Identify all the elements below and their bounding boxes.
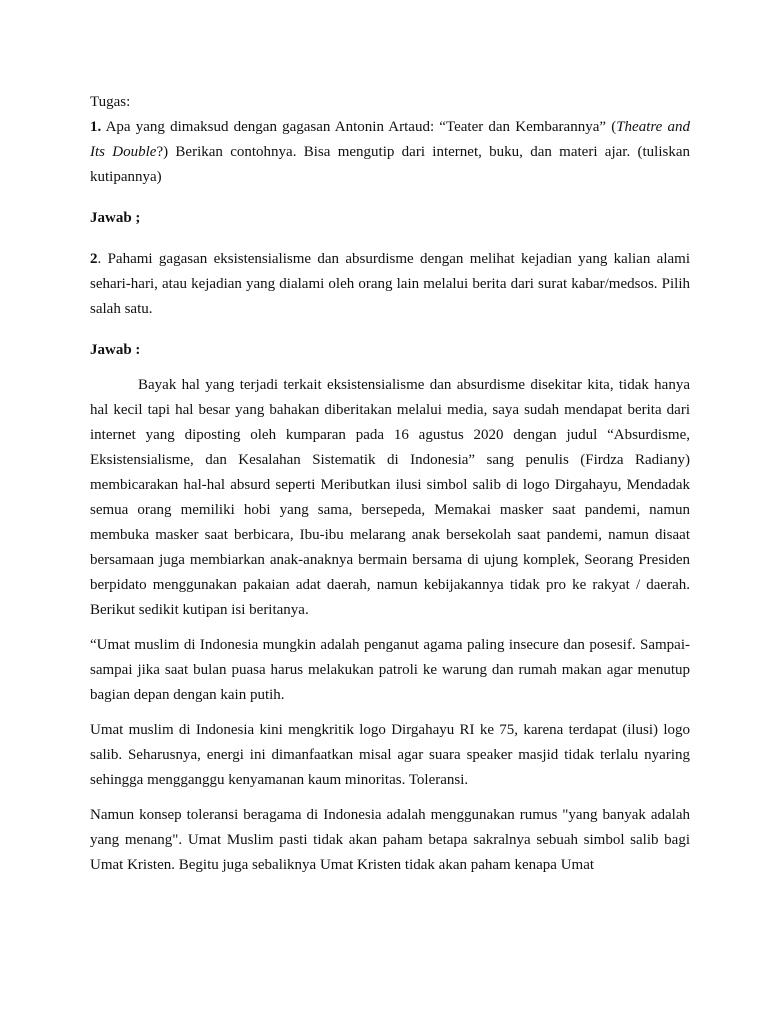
question-2-number: 2 — [90, 251, 98, 267]
question-1 — [90, 115, 690, 190]
answer-paragraph-1: Bayak hal yang terjadi terkait eksistensialisme dan absurdisme disekitar kita, tidak hanya hal kecil tapi hal besar yang bahakan diberitakan melalui media, saya sudah mendapat berita dari internet yang diposting oleh kumparan pada 16 agustus 2020 dengan judul “Absurdisme, Eksistensialisme, dan Kesalahan Sistematik di Indonesia” sang penulis (Firdza Radiany) membicarakan hal-hal absurd seperti Meributkan ilusi simbol salib di logo Dirgahayu, Mendadak semua orang memiliki hobi yang sama, bersepeda, Memakai masker saat pandemi, namun membuka masker saat berbicara, Ibu-ibu melarang anak bersekolah saat pandemi, namun disaat bersamaan juga membiarkan anak-anaknya bermain bersama di ujung komplek, Seorang Presiden berpidato menggunakan pakaian adat daerah, namun kebijakannya tidak pro ke rakyat / daerah. Berikut sedikit kutipan isi beritanya. — [90, 377, 690, 618]
question-1-text-a: Apa yang dimaksud dengan gagasan Antonin Artaud: “Teater dan Kembarannya” ( — [101, 119, 617, 135]
question-2-text: . Pahami gagasan eksistensialisme dan absurdisme dengan melihat kejadian yang kalian alami sehari-hari, atau kejadian yang dialami oleh orang lain melalui berita dari surat kabar/medsos. Pilih salah satu. — [90, 251, 690, 317]
question-1-italic-title: Theatre and Its Double — [90, 119, 690, 160]
answer-2-label: Jawab : — [90, 342, 141, 358]
quote-paragraph-2: Umat muslim di Indonesia kini mengkritik logo Dirgahayu RI ke 75, karena terdapat (ilusi) logo salib. Seharusnya, energi ini dimanfaatkan misal agar suara speaker masjid tidak terlalu nyaring sehingga mengganggu kenyamanan kaum minoritas. Toleransi. — [90, 722, 690, 788]
question-1-number: 1. — [90, 119, 102, 135]
quote-paragraph-1: “Umat muslim di Indonesia mungkin adalah penganut agama paling insecure dan posesif. Sampai-sampai jika saat bulan puasa harus melakukan patroli ke warung dan rumah makan agar menutup bagian depan dengan kain putih. — [90, 637, 690, 703]
question-1-text-b: ?) Berikan contohnya. Bisa mengutip dari internet, buku, dan materi ajar. (tuliskan kutipannya) — [90, 144, 690, 185]
answer-1-label: Jawab ; — [90, 210, 141, 226]
task-heading: Tugas: — [90, 94, 131, 110]
quote-paragraph-3: Namun konsep toleransi beragama di Indonesia adalah menggunakan rumus "yang banyak adalah yang menang". Umat Muslim pasti tidak akan paham betapa sakralnya sebuah simbol salib bagi Umat Kristen. Begitu juga sebaliknya Umat Kristen tidak akan paham kenapa Umat — [90, 807, 690, 873]
question-2 — [90, 247, 690, 322]
document-page — [90, 90, 690, 878]
